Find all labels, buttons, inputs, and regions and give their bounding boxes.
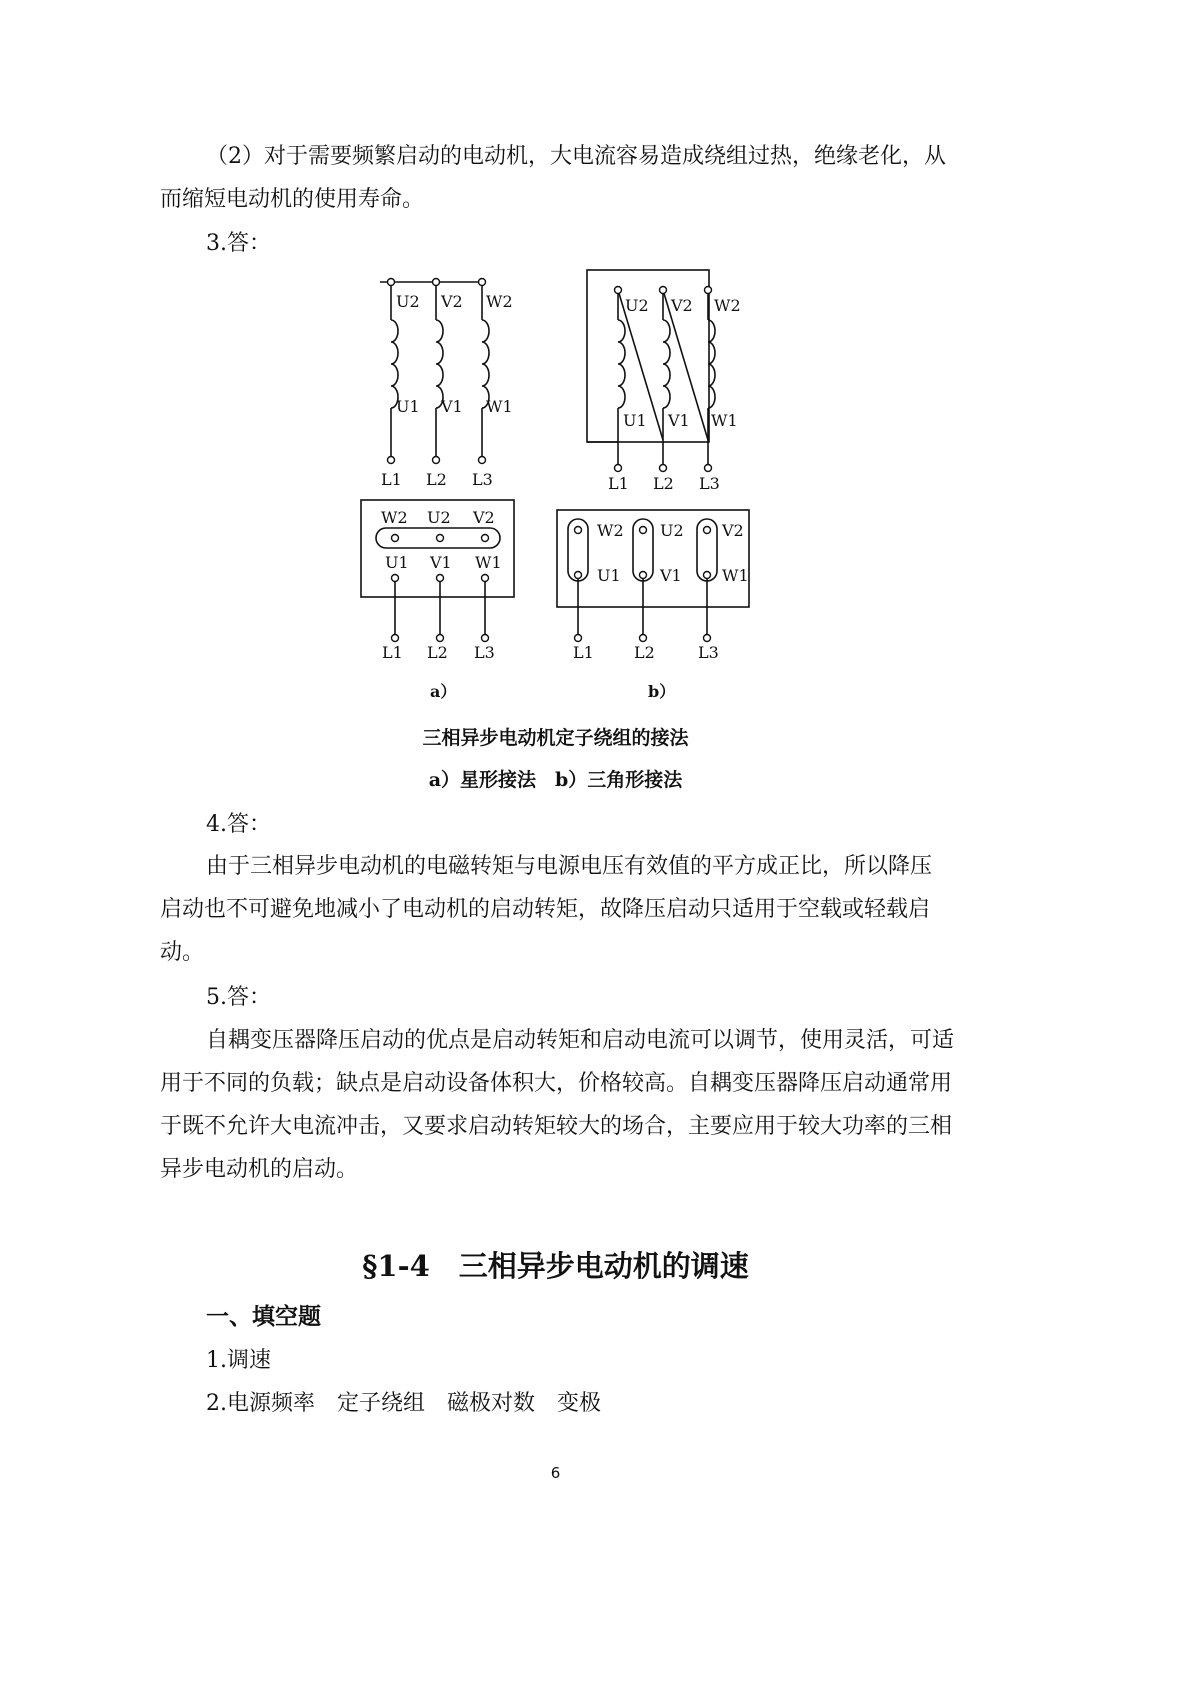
fig-b-label-v1: V1 [668,411,690,430]
fig-a-label-w2: W2 [486,292,513,311]
fig-a-label-u2: U2 [396,292,420,311]
fig-a-box-w2: W2 [381,508,408,527]
fig-a-box-line-l3: L3 [474,643,495,662]
fig-b-label-w1: W1 [711,411,738,430]
section-title: §1-4 三相异步电动机的调速 [362,1249,749,1283]
fill-item-2: 2.电源频率 定子绕组 磁极对数 变极 [206,1391,601,1416]
fig-b-box-u2: U2 [660,521,684,540]
answer-5-line-4: 异步电动机的启动。 [160,1157,359,1182]
fig-a-box-v1: V1 [430,553,452,572]
fig-a-sublabel: a） [430,682,457,701]
fig-a-box-line-l1: L1 [382,643,403,662]
fig-b-box-line-l1: L1 [573,643,594,662]
answer-3-label: 3.答： [206,231,271,256]
fig-b-label-u2: U2 [625,296,649,315]
fig-b-box-line-l3: L3 [698,643,719,662]
fig-b-sublabel: b） [648,682,676,701]
fig-a-box-v2: V2 [473,508,495,527]
fig-a-label-v1: V1 [441,397,463,416]
fig-b-box-v2: V2 [722,521,744,540]
fig-a-label-v2: V2 [441,292,463,311]
answer-5-line-3: 于既不允许大电流冲击，又要求启动转矩较大的场合，主要应用于较大功率的三相 [160,1114,953,1139]
answer-5-label: 5.答： [206,985,271,1010]
fig-b-label-u1: U1 [623,411,647,430]
fig-b-line-l3: L3 [699,474,720,493]
figure-caption-title: 三相异步电动机定子绕组的接法 [422,727,689,749]
fig-b-box-line-l2: L2 [634,643,655,662]
fig-a-line-l3: L3 [472,470,493,489]
fig-b-box-w1: W1 [722,566,749,585]
fig-a-box-u1: U1 [385,553,409,572]
answer-4-label: 4.答： [206,812,271,837]
fig-b-box-v1: V1 [660,566,682,585]
fig-a-line-l2: L2 [426,470,447,489]
part-heading: 一、填空题 [206,1303,321,1330]
fig-a-label-w1: W1 [486,397,513,416]
answer-4-line-3: 动。 [160,940,205,965]
fig-a-box-u2: U2 [427,508,451,527]
fill-item-1: 1.调速 [206,1348,271,1373]
fig-b-line-l2: L2 [653,474,674,493]
answer-5-line-2: 用于不同的负载；缺点是启动设备体积大，价格较高。自耦变压器降压启动通常用 [160,1071,953,1096]
fig-a-label-u1: U1 [396,397,420,416]
paragraph-2-line-1: （2）对于需要频繁启动的电动机，大电流容易造成绕组过热，绝缘老化，从 [206,144,946,169]
fig-a-box-line-l2: L2 [427,643,448,662]
fig-b-label-w2: W2 [714,296,741,315]
figure-caption-subtitle: a）星形接法 b）三角形接法 [428,769,683,791]
paragraph-2-line-2: 而缩短电动机的使用寿命。 [160,187,425,212]
fig-b-box-u1: U1 [597,566,621,585]
answer-5-line-1: 自耦变压器降压启动的优点是启动转矩和启动电流可以调节，使用灵活，可适 [206,1028,955,1053]
fig-a-box-w1: W1 [475,553,502,572]
fig-a-line-l1: L1 [381,470,402,489]
answer-4-line-1: 由于三相异步电动机的电磁转矩与电源电压有效值的平方成正比，所以降压 [206,854,933,879]
fig-b-label-v2: V2 [671,296,693,315]
fig-b-box-w2: W2 [597,521,624,540]
fig-b-line-l1: L1 [608,474,629,493]
page-number: 6 [550,1464,561,1482]
answer-4-line-2: 启动也不可避免地减小了电动机的启动转矩，故降压启动只适用于空载或轻载启 [160,897,931,922]
